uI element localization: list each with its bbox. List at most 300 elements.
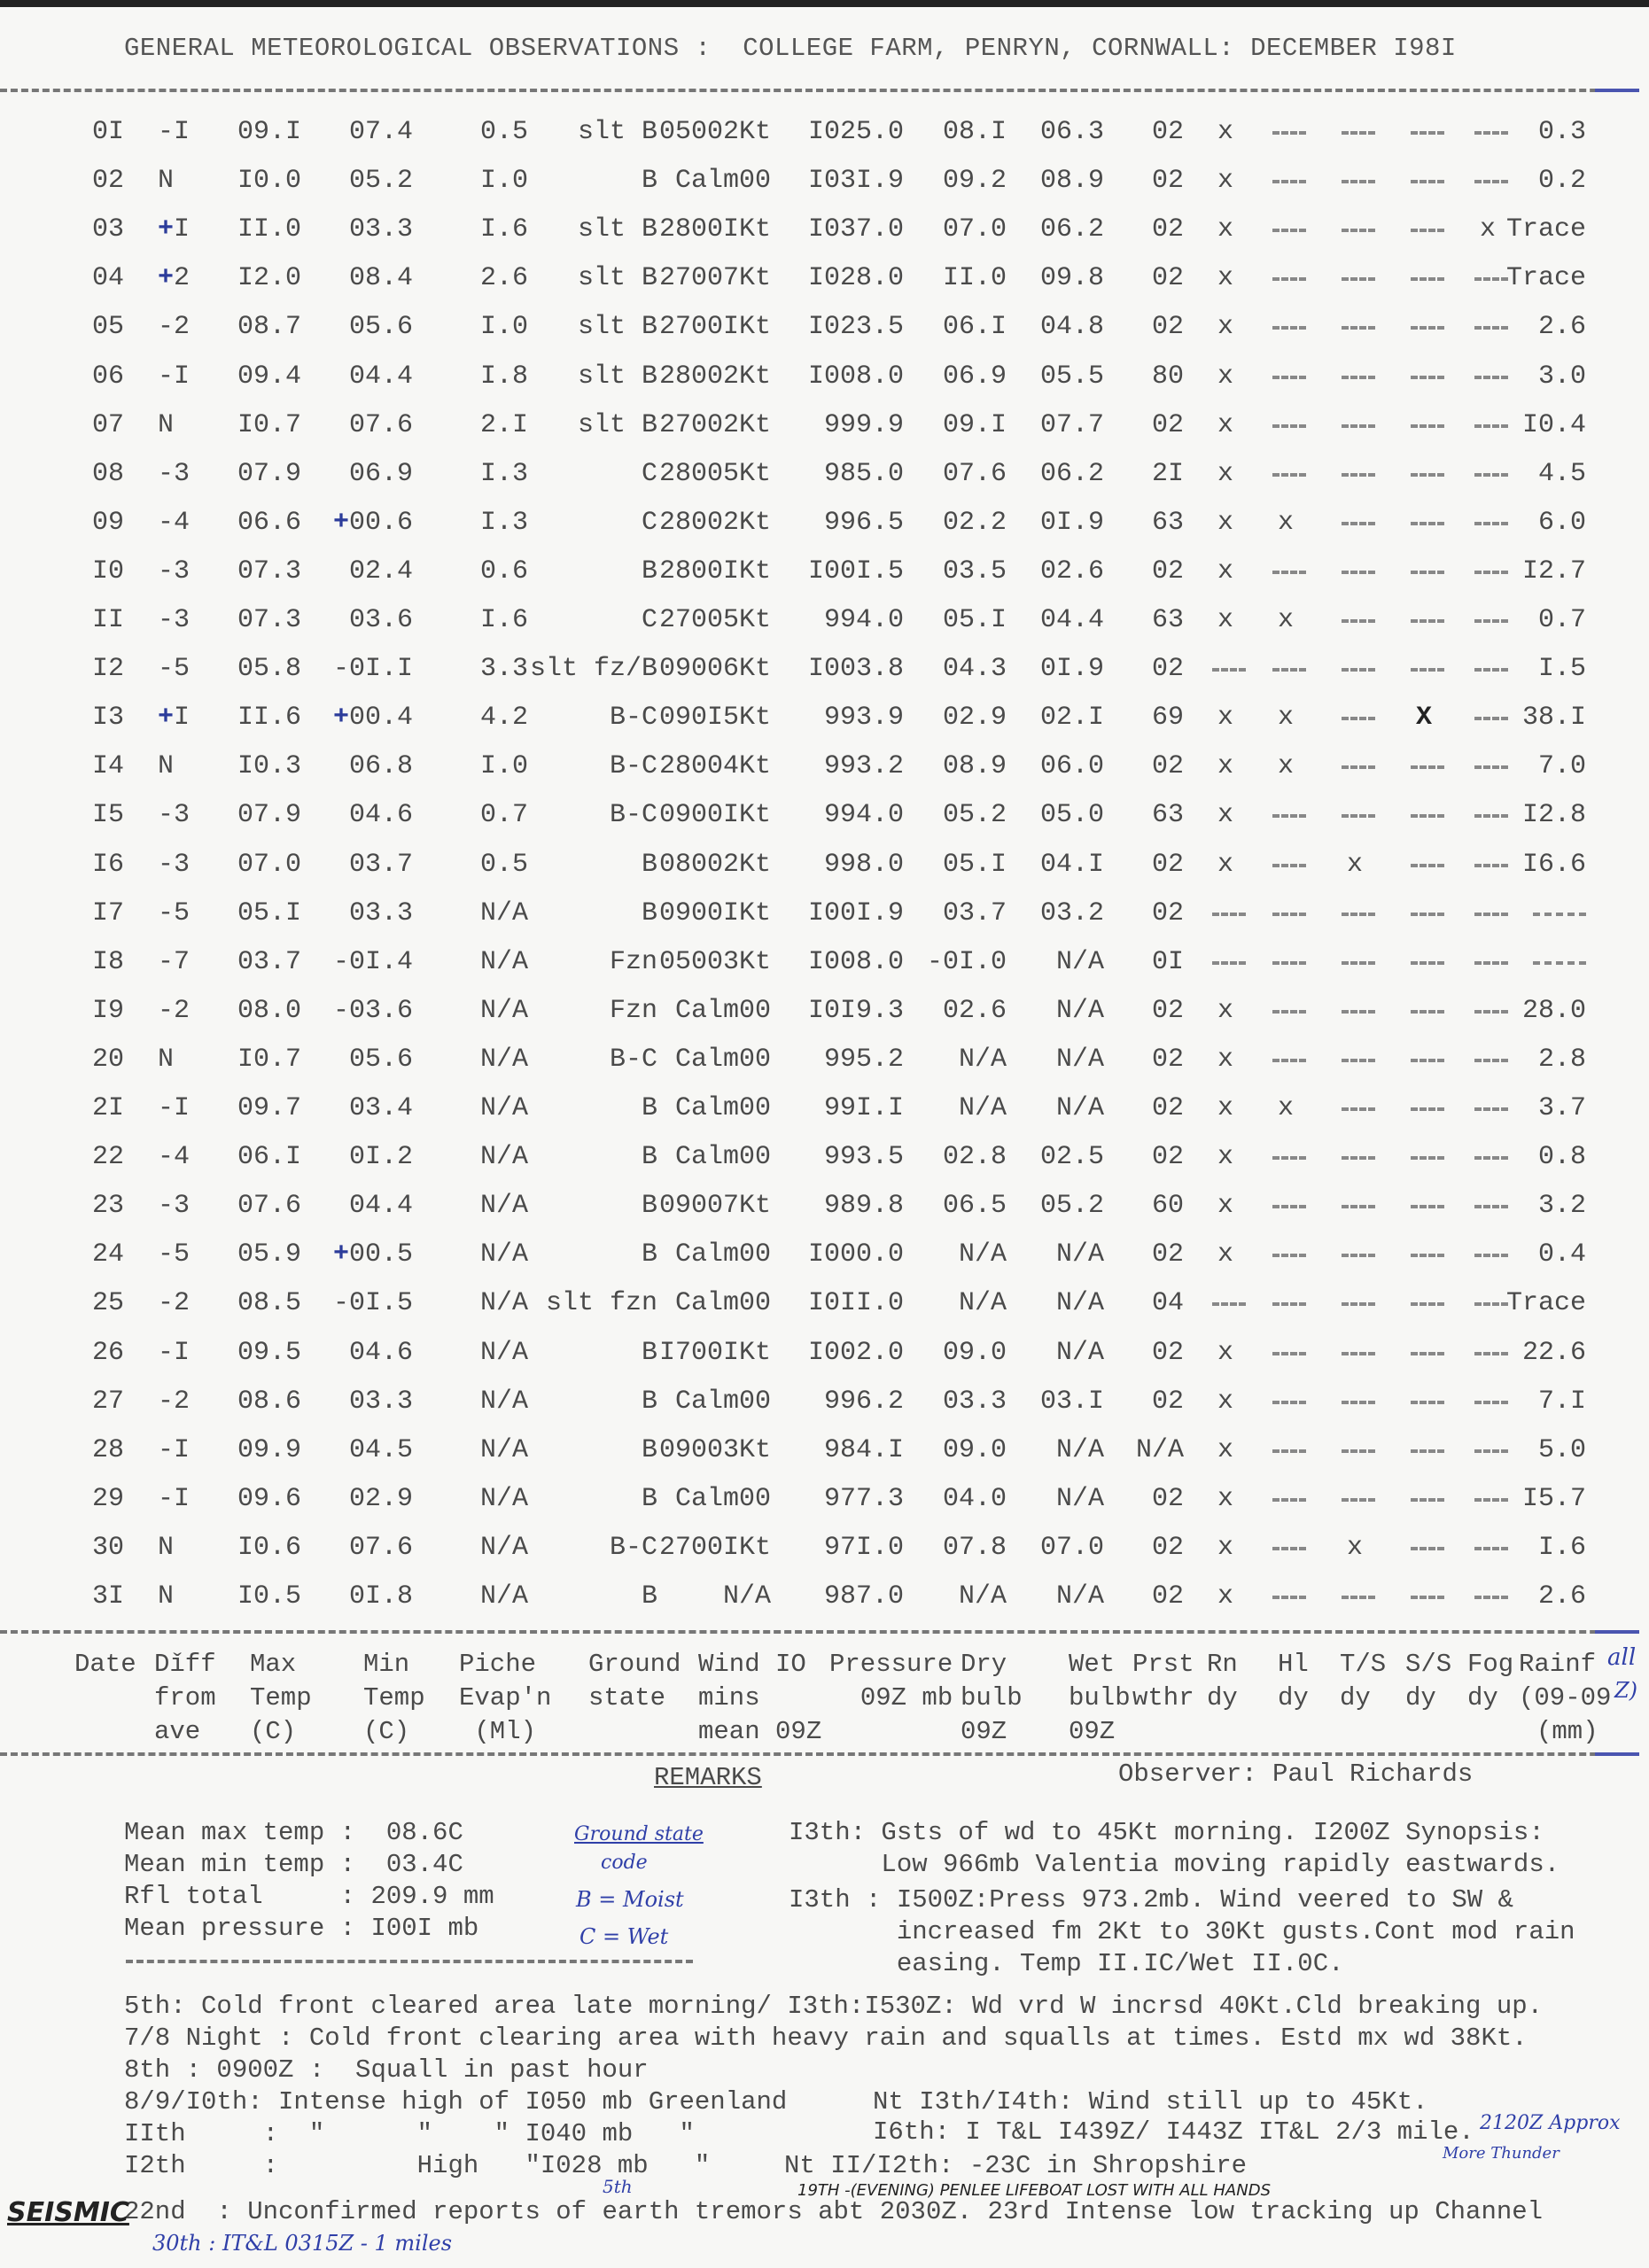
cell-max-temp: 05.8 xyxy=(237,654,301,685)
cell-diff: +I xyxy=(158,214,191,245)
cell-max-temp: 07.3 xyxy=(237,605,301,635)
cell-min-temp: 04.4 xyxy=(348,361,413,392)
flag-dash xyxy=(1474,814,1508,818)
cell-wet-bulb: 07.0 xyxy=(1039,1532,1104,1563)
remark-8th: 8th : 0900Z : Squall in past hour xyxy=(124,2055,649,2085)
cell-min-temp: 04.4 xyxy=(348,1191,413,1222)
flag-dash xyxy=(1411,1302,1444,1306)
cell-pressure: I037.0 xyxy=(807,214,904,245)
cell-wind: 28005Kt xyxy=(658,458,771,489)
header-ground: Ground state xyxy=(588,1650,681,1713)
flag-dash xyxy=(1411,571,1444,574)
cell-piche-evap: N/A xyxy=(479,1093,528,1123)
flag-dash xyxy=(1342,229,1375,232)
cell-pressure: I002.0 xyxy=(807,1337,904,1368)
cell-diff: N xyxy=(158,1532,175,1563)
cell-min-temp: 05.6 xyxy=(348,312,413,343)
remark-nt-13-14: Nt I3th/I4th: Wind still up to 45Kt. xyxy=(873,2087,1428,2117)
flag-dash xyxy=(1474,1059,1508,1062)
cell-present-weather: 02 xyxy=(1151,751,1184,782)
cell-ground-state: Fzn xyxy=(609,946,657,977)
flag-dash xyxy=(1342,814,1375,818)
cell-wet-bulb: 05.2 xyxy=(1039,1191,1104,1222)
flag-dash xyxy=(1272,1059,1306,1062)
cell-date: 2I xyxy=(92,1093,125,1123)
flag-dash xyxy=(1342,522,1375,525)
cell-wet-bulb: 07.7 xyxy=(1039,409,1104,440)
cell-date: 23 xyxy=(92,1191,125,1222)
table-row xyxy=(0,508,1649,543)
cell-piche-evap: I.6 xyxy=(479,214,528,245)
cell-min-temp: 04.5 xyxy=(348,1434,413,1465)
cell-date: 02 xyxy=(92,166,125,197)
cell-date: I3 xyxy=(92,703,125,734)
flag-dash xyxy=(1474,180,1508,183)
remark-13th-synopsis: Low 966mb Valentia moving rapidly eastwards. xyxy=(789,1850,1560,1879)
flag-dash xyxy=(1474,1205,1508,1208)
cell-date: I6 xyxy=(92,849,125,880)
cell-piche-evap: 3.3 xyxy=(479,654,528,685)
cell-wet-bulb: N/A xyxy=(1055,1093,1104,1123)
flag-dash xyxy=(1272,864,1306,867)
cell-min-temp: +00.5 xyxy=(332,1239,413,1270)
flag-dash xyxy=(1474,376,1508,379)
flag-dash xyxy=(1342,376,1375,379)
cell-wet-bulb: 04.8 xyxy=(1039,312,1104,343)
flag-dash xyxy=(1272,571,1306,574)
cell-dry-bulb: 07.0 xyxy=(942,214,1007,245)
flag-dash xyxy=(1342,765,1375,769)
handwritten-5th: 5th xyxy=(603,2176,633,2197)
cell-wet-bulb: 04.4 xyxy=(1039,605,1104,635)
cell-diff: -3 xyxy=(158,555,191,586)
handwritten-seismic: SEISMIC xyxy=(7,2197,129,2228)
cell-max-temp: 08.5 xyxy=(237,1288,301,1319)
flag-dash xyxy=(1342,668,1375,672)
cell-present-weather: 02 xyxy=(1151,1142,1184,1173)
flag-dash xyxy=(1272,131,1306,135)
header-min: Min Temp (C) xyxy=(363,1650,425,1746)
cell-date: 25 xyxy=(92,1288,125,1319)
cell-date: 29 xyxy=(92,1483,125,1514)
cell-pressure: I008.0 xyxy=(807,946,904,977)
flag-dash xyxy=(1342,619,1375,623)
cell-max-temp: 05.9 xyxy=(237,1239,301,1270)
flag-x: x xyxy=(1217,1386,1234,1417)
header-dry: Dry bulb 09Z xyxy=(961,1650,1023,1746)
cell-diff: -I xyxy=(158,361,191,392)
remark-13th-increase: increased fm 2Kt to 30Kt gusts.Cont mod rain xyxy=(789,1917,1575,1946)
flag-dash xyxy=(1411,180,1444,183)
flag-x: x xyxy=(1217,458,1234,489)
cell-min-temp: 0I.2 xyxy=(348,1142,413,1173)
cell-wind: 27007Kt xyxy=(658,263,771,294)
cell-dry-bulb: 09.2 xyxy=(942,166,1007,197)
cell-piche-evap: N/A xyxy=(479,1532,528,1563)
cell-diff: -I xyxy=(158,1434,191,1465)
flag-dash xyxy=(1474,326,1508,330)
cell-rainfall: I2.7 xyxy=(1521,555,1586,586)
cell-diff: -5 xyxy=(158,1239,191,1270)
flag-dash xyxy=(1212,961,1246,965)
cell-present-weather: 02 xyxy=(1151,263,1184,294)
cell-wet-bulb: 03.I xyxy=(1039,1386,1104,1417)
flag-dash xyxy=(1474,522,1508,525)
cell-pressure: 996.5 xyxy=(823,507,904,538)
cell-dry-bulb: N/A xyxy=(958,1044,1007,1075)
cell-wind: 28002Kt xyxy=(658,507,771,538)
flag-dash xyxy=(1411,913,1444,916)
cell-rainfall: 3.0 xyxy=(1537,361,1586,392)
flag-dash xyxy=(1474,1352,1508,1355)
cell-max-temp: 08.6 xyxy=(237,1386,301,1417)
cell-dry-bulb: 04.3 xyxy=(942,654,1007,685)
cell-piche-evap: N/A xyxy=(479,1337,528,1368)
cell-pressure: I00I.5 xyxy=(807,555,904,586)
cell-max-temp: 07.3 xyxy=(237,555,301,586)
cell-max-temp: 07.0 xyxy=(237,849,301,880)
cell-max-temp: I0.7 xyxy=(237,1044,301,1075)
cell-diff: +2 xyxy=(158,263,191,294)
flag-dash xyxy=(1411,619,1444,623)
cell-dry-bulb: N/A xyxy=(958,1581,1007,1612)
flag-dash xyxy=(1474,913,1508,916)
flag-x: x xyxy=(1217,1191,1234,1222)
cell-rainfall: I6.6 xyxy=(1521,849,1586,880)
cell-pressure: I00I.9 xyxy=(807,897,904,928)
cell-present-weather: N/A xyxy=(1135,1434,1184,1465)
flag-x: x xyxy=(1278,1093,1295,1123)
cell-max-temp: 06.I xyxy=(237,1142,301,1173)
cell-dry-bulb: 08.9 xyxy=(942,751,1007,782)
cell-wet-bulb: 05.5 xyxy=(1039,361,1104,392)
cell-date: 30 xyxy=(92,1532,125,1563)
cell-date: 3I xyxy=(92,1581,125,1612)
cell-date: I9 xyxy=(92,995,125,1026)
handwritten-plus: + xyxy=(332,507,349,538)
cell-present-weather: 02 xyxy=(1151,1581,1184,1612)
cell-dry-bulb: 02.2 xyxy=(942,507,1007,538)
cell-present-weather: 63 xyxy=(1151,800,1184,831)
flag-dash xyxy=(1272,1498,1306,1502)
cell-diff: -I xyxy=(158,1093,191,1123)
flag-x: x xyxy=(1480,214,1497,245)
flag-dash xyxy=(1342,326,1375,330)
cell-wind: 2800IKt xyxy=(658,214,771,245)
handwritten-all: all xyxy=(1607,1644,1637,1671)
cell-wet-bulb: 03.2 xyxy=(1039,897,1104,928)
cell-dry-bulb: N/A xyxy=(958,1288,1007,1319)
cell-wet-bulb: 04.I xyxy=(1039,849,1104,880)
cell-pressure: I0I9.3 xyxy=(807,995,904,1026)
flag-dash xyxy=(1474,1107,1508,1111)
flag-dash xyxy=(1342,1498,1375,1502)
cell-piche-evap: I.0 xyxy=(479,312,528,343)
table-row xyxy=(0,1533,1649,1568)
cell-dry-bulb: -0I.0 xyxy=(926,946,1007,977)
handwritten-code: code xyxy=(601,1852,648,1874)
cell-wet-bulb: N/A xyxy=(1055,946,1104,977)
flag-dash xyxy=(1342,277,1375,281)
flag-dash xyxy=(1474,473,1508,477)
cell-diff: -4 xyxy=(158,507,191,538)
cell-date: 20 xyxy=(92,1044,125,1075)
flag-dash xyxy=(1212,668,1246,672)
cell-diff: -5 xyxy=(158,897,191,928)
flag-dash xyxy=(1411,424,1444,428)
flag-dash xyxy=(1411,1401,1444,1404)
cell-date: I7 xyxy=(92,897,125,928)
cell-piche-evap: N/A xyxy=(479,1239,528,1270)
cell-ground-state: B xyxy=(641,1191,657,1222)
flag-dash xyxy=(1342,571,1375,574)
cell-ground-state: B xyxy=(641,1337,657,1368)
cell-wind: 09007Kt xyxy=(658,1191,771,1222)
cell-piche-evap: N/A xyxy=(479,1288,528,1319)
cell-present-weather: 63 xyxy=(1151,605,1184,635)
cell-wind: Calm00 xyxy=(674,995,771,1026)
flag-dash xyxy=(1212,1302,1246,1306)
cell-present-weather: 02 xyxy=(1151,995,1184,1026)
cell-diff: -2 xyxy=(158,1386,191,1417)
cell-present-weather: 02 xyxy=(1151,897,1184,928)
cell-dry-bulb: 07.6 xyxy=(942,458,1007,489)
header-rn: Rn dy xyxy=(1207,1650,1238,1713)
table-row xyxy=(0,947,1649,983)
flag-x: x xyxy=(1217,751,1234,782)
cell-ground-state: slt B xyxy=(577,409,657,440)
cell-date: 26 xyxy=(92,1337,125,1368)
cell-rainfall xyxy=(1533,913,1586,916)
cell-wet-bulb: N/A xyxy=(1055,995,1104,1026)
cell-present-weather: 63 xyxy=(1151,507,1184,538)
flag-dash xyxy=(1474,1010,1508,1014)
flag-x: x xyxy=(1217,1093,1234,1123)
cell-wet-bulb: 09.8 xyxy=(1039,263,1104,294)
flag-dash xyxy=(1411,961,1444,965)
cell-present-weather: 80 xyxy=(1151,361,1184,392)
cell-wind: 05002Kt xyxy=(658,117,771,147)
flag-dash xyxy=(1342,913,1375,916)
cell-wind: I700IKt xyxy=(658,1337,771,1368)
cell-max-temp: I2.0 xyxy=(237,263,301,294)
cell-present-weather: 02 xyxy=(1151,849,1184,880)
cell-pressure: 985.0 xyxy=(823,458,904,489)
flag-x: x xyxy=(1278,751,1295,782)
cell-rainfall: 0.2 xyxy=(1537,166,1586,197)
cell-pressure: 97I.0 xyxy=(823,1532,904,1563)
cell-wet-bulb: 0I.9 xyxy=(1039,507,1104,538)
flag-dash xyxy=(1474,1498,1508,1502)
cell-dry-bulb: 04.0 xyxy=(942,1483,1007,1514)
cell-present-weather: 0I xyxy=(1151,946,1184,977)
cell-min-temp: 06.9 xyxy=(348,458,413,489)
cell-ground-state: B-C xyxy=(609,703,657,734)
cell-max-temp: 08.0 xyxy=(237,995,301,1026)
cell-min-temp: 07.6 xyxy=(348,1532,413,1563)
remark-13th-easing: easing. Temp II.IC/Wet II.0C. xyxy=(789,1949,1344,1978)
cell-date: 04 xyxy=(92,263,125,294)
table-row xyxy=(0,1045,1649,1080)
flag-x: x xyxy=(1217,1142,1234,1173)
cell-max-temp: 05.I xyxy=(237,897,301,928)
cell-piche-evap: N/A xyxy=(479,1483,528,1514)
cell-date: 27 xyxy=(92,1386,125,1417)
cell-wet-bulb: 06.2 xyxy=(1039,458,1104,489)
cell-present-weather: 02 xyxy=(1151,1337,1184,1368)
cell-min-temp: -03.6 xyxy=(332,995,413,1026)
cell-ground-state: B xyxy=(641,1142,657,1173)
cell-wet-bulb: N/A xyxy=(1055,1483,1104,1514)
cell-piche-evap: 0.5 xyxy=(479,849,528,880)
header-pressure: Pressure 09Z mb xyxy=(829,1650,953,1713)
cell-ground-state: B xyxy=(641,1093,657,1123)
cell-piche-evap: N/A xyxy=(479,995,528,1026)
cell-date: 05 xyxy=(92,312,125,343)
flag-dash xyxy=(1342,180,1375,183)
cell-piche-evap: 2.I xyxy=(479,409,528,440)
flag-x: x xyxy=(1217,800,1234,831)
table-row xyxy=(0,996,1649,1031)
flag-dash xyxy=(1411,473,1444,477)
cell-ground-state: B xyxy=(641,1386,657,1417)
cell-ground-state: C xyxy=(641,605,657,635)
cell-rainfall: 2.6 xyxy=(1537,1581,1586,1612)
table-row xyxy=(0,117,1649,152)
cell-wet-bulb: N/A xyxy=(1055,1239,1104,1270)
remark-22nd: 22nd : Unconfirmed reports of earth tremors abt 2030Z. 23rd Intense low tracking up Channel xyxy=(124,2197,1544,2226)
cell-max-temp: 03.7 xyxy=(237,946,301,977)
cell-wind: 0900IKt xyxy=(658,800,771,831)
cell-wet-bulb: 02.5 xyxy=(1039,1142,1104,1173)
cell-present-weather: 60 xyxy=(1151,1191,1184,1222)
remark-8-9-10th: 8/9/I0th: Intense high of I050 mb Greenland xyxy=(124,2087,788,2117)
cell-max-temp: 06.6 xyxy=(237,507,301,538)
flag-x: x xyxy=(1347,1532,1364,1563)
cell-diff: -4 xyxy=(158,1142,191,1173)
cell-rainfall: Trace xyxy=(1505,214,1586,245)
cell-wind: Calm00 xyxy=(674,1288,771,1319)
cell-pressure: I000.0 xyxy=(807,1239,904,1270)
table-row xyxy=(0,361,1649,397)
cell-piche-evap: N/A xyxy=(479,1434,528,1465)
cell-ground-state: Fzn xyxy=(609,995,657,1026)
table-row xyxy=(0,1435,1649,1471)
cell-present-weather: 02 xyxy=(1151,555,1184,586)
cell-dry-bulb: 09.0 xyxy=(942,1434,1007,1465)
cell-rainfall xyxy=(1533,961,1586,965)
cell-present-weather: 02 xyxy=(1151,166,1184,197)
flag-dash xyxy=(1411,522,1444,525)
flag-dash xyxy=(1411,1352,1444,1355)
flag-dash xyxy=(1272,473,1306,477)
flag-x: x xyxy=(1217,1044,1234,1075)
cell-max-temp: I0.3 xyxy=(237,751,301,782)
handwritten-30th: 30th : IT&L 0315Z - 1 miles xyxy=(152,2231,453,2256)
cell-wet-bulb: 06.2 xyxy=(1039,214,1104,245)
table-row xyxy=(0,1484,1649,1519)
cell-rainfall: I.6 xyxy=(1537,1532,1586,1563)
cell-date: 0I xyxy=(92,117,125,147)
cell-min-temp: 02.9 xyxy=(348,1483,413,1514)
flag-dash xyxy=(1474,277,1508,281)
cell-pressure: 999.9 xyxy=(823,409,904,440)
cell-rainfall: 7.0 xyxy=(1537,751,1586,782)
observer: Observer: Paul Richards xyxy=(1118,1759,1474,1789)
cell-max-temp: 09.9 xyxy=(237,1434,301,1465)
cell-wind: 2700IKt xyxy=(658,312,771,343)
cell-ground-state: B-C xyxy=(609,751,657,782)
cell-date: 09 xyxy=(92,507,125,538)
cell-pressure: 987.0 xyxy=(823,1581,904,1612)
cell-ground-state: C xyxy=(641,507,657,538)
flag-dash xyxy=(1272,1302,1306,1306)
cell-rainfall: 6.0 xyxy=(1537,507,1586,538)
cell-ground-state: slt fz/B xyxy=(529,654,657,685)
remark-5th: 5th: Cold front cleared area late morning/ I3th:I530Z: Wd vrd W incrsd 40Kt.Cld breaking up. xyxy=(124,1992,1544,2021)
cell-rainfall: I5.7 xyxy=(1521,1483,1586,1514)
cell-ground-state: C xyxy=(641,458,657,489)
handwritten-plus: + xyxy=(332,1239,349,1270)
flag-dash xyxy=(1474,864,1508,867)
cell-rainfall: I0.4 xyxy=(1521,409,1586,440)
cell-date: 22 xyxy=(92,1142,125,1173)
flag-x: x xyxy=(1217,312,1234,343)
header-date: Date xyxy=(74,1650,136,1679)
flag-dash xyxy=(1411,1254,1444,1257)
cell-wind: 2700IKt xyxy=(658,1532,771,1563)
cell-diff: +I xyxy=(158,703,191,734)
cell-dry-bulb: 05.2 xyxy=(942,800,1007,831)
cell-rainfall: 2.8 xyxy=(1537,1044,1586,1075)
flag-dash xyxy=(1411,326,1444,330)
cell-date: I2 xyxy=(92,654,125,685)
table-row xyxy=(0,654,1649,689)
flag-dash xyxy=(1272,814,1306,818)
cell-pressure: 989.8 xyxy=(823,1191,904,1222)
cell-ground-state: slt B xyxy=(577,117,657,147)
flag-dash xyxy=(1474,1156,1508,1160)
cell-max-temp: II.0 xyxy=(237,214,301,245)
cell-min-temp: 03.6 xyxy=(348,605,413,635)
cell-ground-state: B xyxy=(641,1434,657,1465)
remark-11th: IIth : " " " I040 mb " xyxy=(124,2119,695,2148)
flag-dash xyxy=(1342,1401,1375,1404)
flag-dash xyxy=(1411,668,1444,672)
flag-x: x xyxy=(1278,703,1295,734)
cell-pressure: 993.5 xyxy=(823,1142,904,1173)
flag-dash xyxy=(1272,277,1306,281)
cell-date: 06 xyxy=(92,361,125,392)
cell-wind: Calm00 xyxy=(674,166,771,197)
handwritten-c-wet: C = Wet xyxy=(579,1924,669,1949)
flag-x: x xyxy=(1217,703,1234,734)
cell-dry-bulb: 05.I xyxy=(942,605,1007,635)
flag-dash xyxy=(1411,1059,1444,1062)
flag-x: x xyxy=(1217,1239,1234,1270)
cell-rainfall: 28.0 xyxy=(1521,995,1586,1026)
cell-min-temp: 03.3 xyxy=(348,1386,413,1417)
flag-dash xyxy=(1272,376,1306,379)
flag-x: x xyxy=(1217,1532,1234,1563)
cell-present-weather: 02 xyxy=(1151,654,1184,685)
cell-dry-bulb: 02.8 xyxy=(942,1142,1007,1173)
flag-dash xyxy=(1411,864,1444,867)
flag-dash xyxy=(1474,961,1508,965)
cell-date: I0 xyxy=(92,555,125,586)
flag-dash xyxy=(1411,277,1444,281)
flag-dash xyxy=(1342,717,1375,720)
